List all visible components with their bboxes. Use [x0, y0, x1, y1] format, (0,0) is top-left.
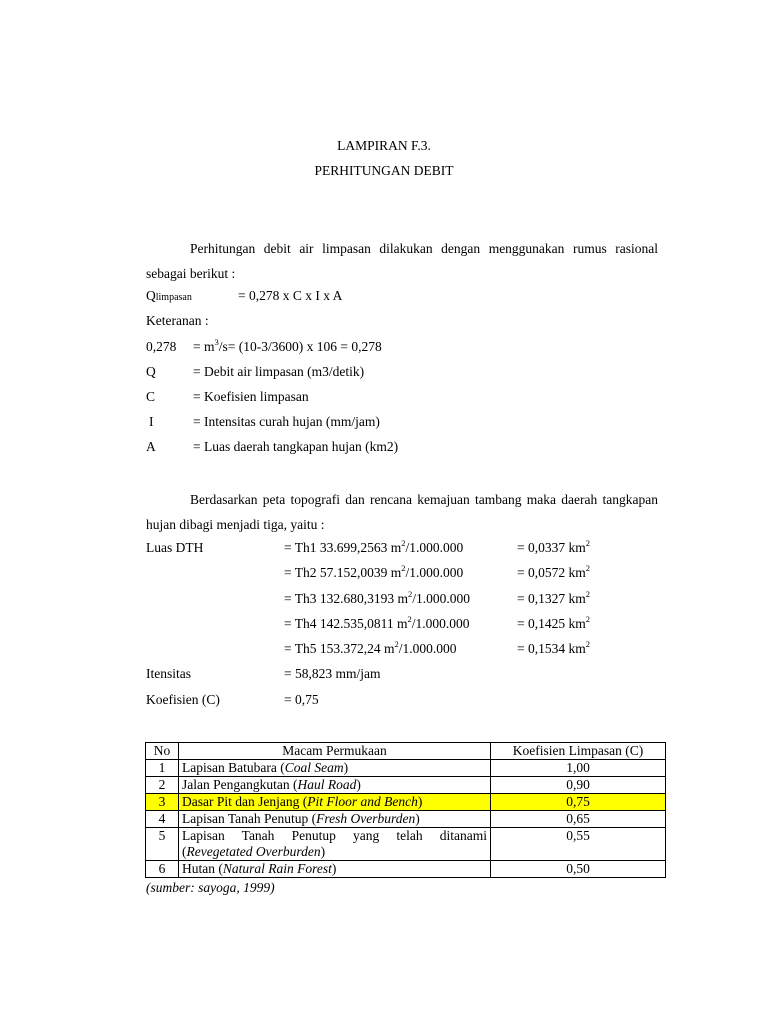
row-coefficient: 1,00 — [491, 760, 666, 777]
row-coefficient: 0,50 — [491, 861, 666, 878]
row-no: 3 — [146, 794, 179, 811]
row-no: 4 — [146, 811, 179, 828]
row-coefficient: 0,90 — [491, 777, 666, 794]
var-desc: = Intensitas curah hujan (mm/jam) — [193, 414, 380, 429]
page-title: LAMPIRAN F.3. — [337, 138, 431, 153]
luas-result: = 0,1534 $km^2$ — [517, 638, 590, 656]
row-coefficient: 0,75 — [491, 794, 666, 811]
luas-calc: = Th5 153.372,24 $m^2/1.000.000$ — [284, 638, 457, 656]
var-symbol: Q — [146, 364, 156, 379]
koefisien-table — [145, 742, 666, 878]
luas-calc: = Th3 132.680,3193 $m^2/1.000.000$ — [284, 588, 471, 606]
table-row — [146, 811, 666, 828]
topo-paragraph: Berdasarkan peta topografi dan rencana kemajuan tambang maka daerah tangkapan hujan dibagi menjadi tiga, yaitu : — [146, 492, 658, 532]
row-surface: Hutan (Natural Rain Forest) — [179, 861, 491, 878]
var-desc: = Koefisien limpasan — [193, 389, 309, 404]
formula-q: Q — [146, 288, 156, 303]
var-desc: = Luas daerah tangkapan hujan (km2) — [193, 439, 399, 454]
row-no: 2 — [146, 777, 179, 794]
luas-calc: = Th4 142.535,0811 $m^2/1.000.000$ — [284, 613, 470, 631]
const-symbol: 0,278 — [146, 339, 177, 354]
luas-calc: = Th2 57.152,0039 $m^2/1.000.000$ — [284, 562, 464, 580]
formula-line — [146, 288, 192, 304]
var-symbol: I — [149, 414, 154, 429]
row-surface: Jalan Pengangkutan (Haul Road) — [179, 777, 491, 794]
row-surface: Lapisan Batubara (Coal Seam) — [179, 760, 491, 777]
row-no: 6 — [146, 861, 179, 878]
formula-q-subscript: limpasan — [155, 292, 192, 303]
const-definition: = $m^3/s= (10-3/3600)$ x 106 = 0,278 — [193, 336, 382, 354]
row-coefficient: 0,55 — [491, 828, 666, 861]
row-coefficient: 0,65 — [491, 811, 666, 828]
luas-result: = 0,0572 $km^2$ — [517, 562, 590, 580]
table-row — [146, 861, 666, 878]
intensitas-label: Itensitas — [146, 666, 191, 681]
header-surface: Macam Permukaan — [179, 743, 491, 760]
table-row — [146, 760, 666, 777]
koefisien-label: Koefisien (C) — [146, 692, 220, 707]
luas-result: = 0,0337 $km^2$ — [517, 537, 590, 555]
table-header-row — [146, 743, 666, 760]
row-surface: Lapisan Tanah Penutup yang telah ditanami (Revegetated Overburden) — [179, 828, 491, 861]
row-no: 5 — [146, 828, 179, 861]
formula-rhs: = 0,278 x C x I x A — [238, 288, 343, 303]
luas-result: = 0,1327 $km^2$ — [517, 588, 590, 606]
var-symbol: C — [146, 389, 156, 404]
var-desc: = Debit air limpasan (m3/detik) — [193, 364, 365, 379]
row-surface: Dasar Pit dan Jenjang (Pit Floor and Bench) — [179, 794, 491, 811]
header-coefficient: Koefisien Limpasan (C) — [491, 743, 666, 760]
page-subtitle: PERHITUNGAN DEBIT — [314, 163, 454, 178]
luas-label: Luas DTH — [146, 540, 204, 555]
table-row — [146, 828, 666, 861]
keterangan-label: Keteranan : — [146, 313, 209, 328]
koefisien-value: = 0,75 — [284, 692, 319, 707]
table-row-highlighted — [146, 794, 666, 811]
luas-result: = 0,1425 $km^2$ — [517, 613, 590, 631]
header-no: No — [146, 743, 179, 760]
table-row — [146, 777, 666, 794]
row-surface: Lapisan Tanah Penutup (Fresh Overburden) — [179, 811, 491, 828]
var-symbol: A — [146, 439, 156, 454]
intro-paragraph: Perhitungan debit air limpasan dilakukan dengan menggunakan rumus rasional sebagai berikut : — [146, 241, 658, 281]
row-no: 1 — [146, 760, 179, 777]
intensitas-value: = 58,823 mm/jam — [284, 666, 381, 681]
table-source: (sumber: sayoga, 1999) — [146, 880, 275, 895]
luas-calc: = Th1 33.699,2563 $m^2/1.000.000$ — [284, 537, 464, 555]
